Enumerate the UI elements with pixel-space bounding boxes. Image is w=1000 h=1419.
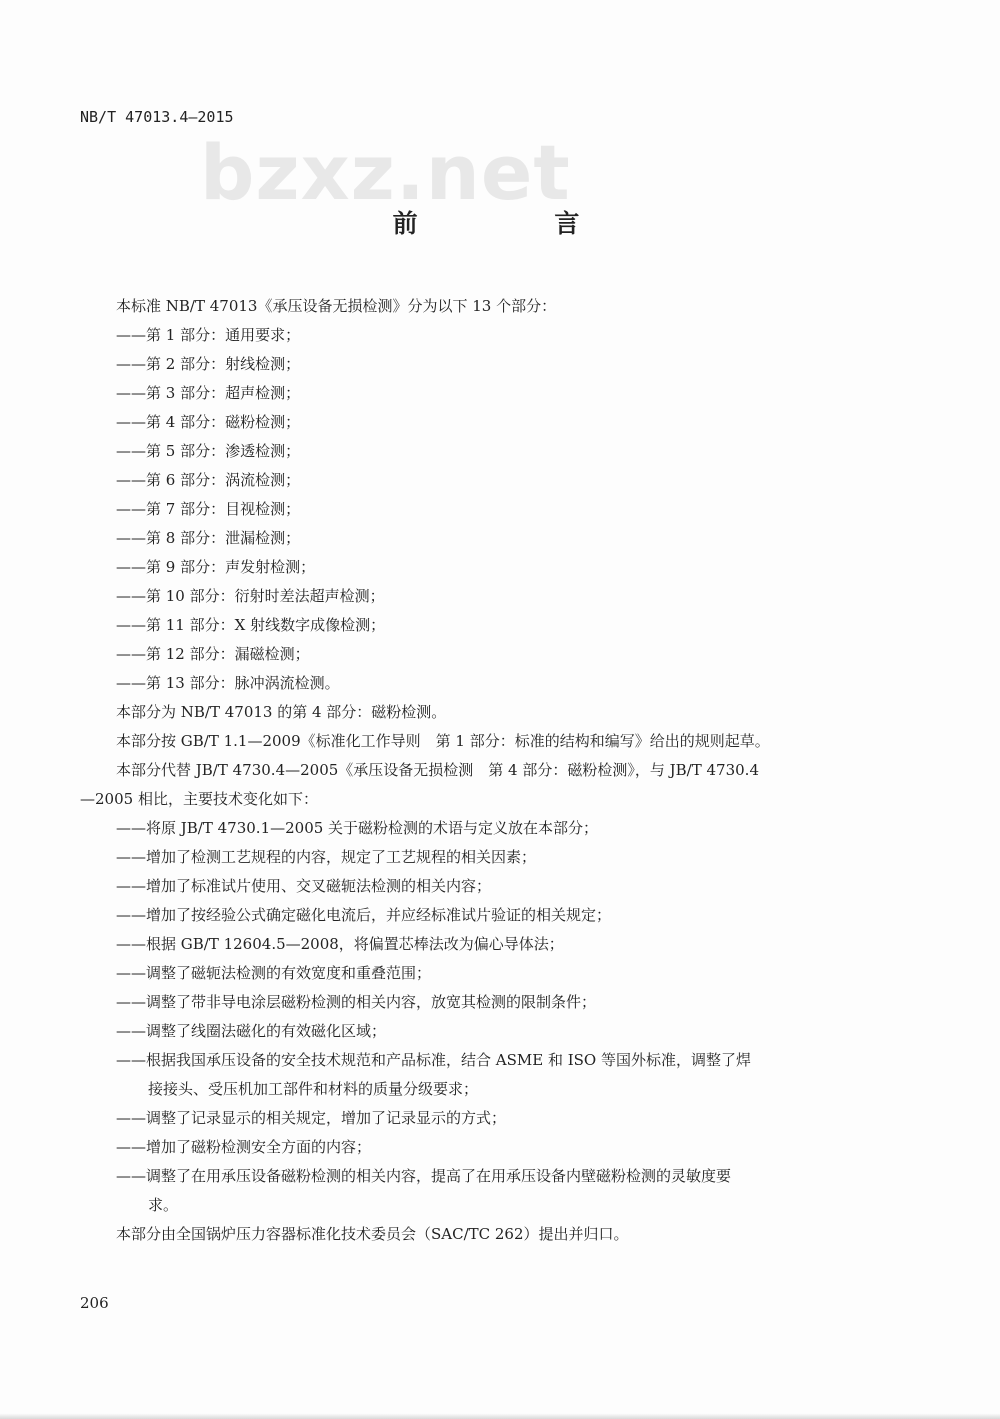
- page-title: 前 言: [392, 209, 644, 238]
- part-item: ——第 2 部分：射线检测；: [116, 355, 301, 373]
- drafting-paragraph: 本部分按 GB/T 1.1—2009《标准化工作导则 第 1 部分：标准的结构和编写》给出的规则起草。: [116, 732, 770, 750]
- this-part-paragraph: 本部分为 NB/T 47013 的第 4 部分：磁粉检测。: [116, 703, 447, 721]
- part-item: ——第 12 部分：漏磁检测；: [116, 645, 310, 663]
- part-item: ——第 11 部分：X 射线数字成像检测；: [116, 616, 386, 634]
- change-item: ——增加了按经验公式确定磁化电流后，并应经标准试片验证的相关规定；: [116, 906, 612, 924]
- document-body: [80, 292, 890, 1249]
- part-item: ——第 10 部分：衍射时差法超声检测；: [116, 587, 385, 605]
- proposer-paragraph: 本部分由全国锅炉压力容器标准化技术委员会（SAC/TC 262）提出并归口。: [116, 1225, 629, 1243]
- change-item: ——增加了标准试片使用、交叉磁轭法检测的相关内容；: [116, 877, 492, 895]
- part-item: ——第 9 部分：声发射检测；: [116, 558, 316, 576]
- change-item: ——调整了磁轭法检测的有效宽度和重叠范围；: [116, 964, 432, 982]
- standard-code: NB/T 47013.4—2015: [80, 108, 234, 126]
- part-item: ——第 6 部分：涡流检测；: [116, 471, 301, 489]
- change-item: ——增加了磁粉检测安全方面的内容；: [116, 1138, 372, 1156]
- change-item: ——增加了检测工艺规程的内容，规定了工艺规程的相关因素；: [116, 848, 537, 866]
- part-item: ——第 1 部分：通用要求；: [116, 326, 301, 344]
- replace-paragraph-line1: 本部分代替 JB/T 4730.4—2005《承压设备无损检测 第 4 部分：磁粉检测》，与 JB/T 4730.4: [116, 761, 759, 779]
- watermark: bzxz.net: [200, 128, 571, 217]
- part-item: ——第 13 部分：脉冲涡流检测。: [116, 674, 340, 692]
- replace-paragraph-line2: —2005 相比，主要技术变化如下：: [80, 790, 318, 808]
- change-item: ——调整了线圈法磁化的有效磁化区域；: [116, 1022, 387, 1040]
- change-item: ——根据 GB/T 12604.5—2008，将偏置芯棒法改为偏心导体法；: [116, 935, 564, 953]
- part-item: ——第 8 部分：泄漏检测；: [116, 529, 301, 547]
- intro-paragraph: 本标准 NB/T 47013《承压设备无损检测》分为以下 13 个部分：: [116, 297, 557, 315]
- change-item-asme: ——根据我国承压设备的安全技术规范和产品标准，结合 ASME 和 ISO 等国外标准，调整了焊: [116, 1051, 751, 1069]
- change-item: ——调整了记录显示的相关规定，增加了记录显示的方式；: [116, 1109, 507, 1127]
- change-item-last: ——调整了在用承压设备磁粉检测的相关内容，提高了在用承压设备内壁磁粉检测的灵敏度要: [116, 1167, 732, 1185]
- page-edge-shadow: [0, 1413, 1000, 1419]
- part-item: ——第 3 部分：超声检测；: [116, 384, 301, 402]
- part-item: ——第 7 部分：目视检测；: [116, 500, 301, 518]
- change-item-asme-continued: 接接头、受压机加工部件和材料的质量分级要求；: [148, 1080, 479, 1098]
- change-item: ——调整了带非导电涂层磁粉检测的相关内容，放宽其检测的限制条件；: [116, 993, 597, 1011]
- change-item-last-continued: 求。: [148, 1196, 179, 1214]
- change-item: ——将原 JB/T 4730.1—2005 关于磁粉检测的术语与定义放在本部分；: [116, 819, 599, 837]
- page-number: 206: [80, 1294, 109, 1312]
- part-item: ——第 4 部分：磁粉检测；: [116, 413, 301, 431]
- part-item: ——第 5 部分：渗透检测；: [116, 442, 301, 460]
